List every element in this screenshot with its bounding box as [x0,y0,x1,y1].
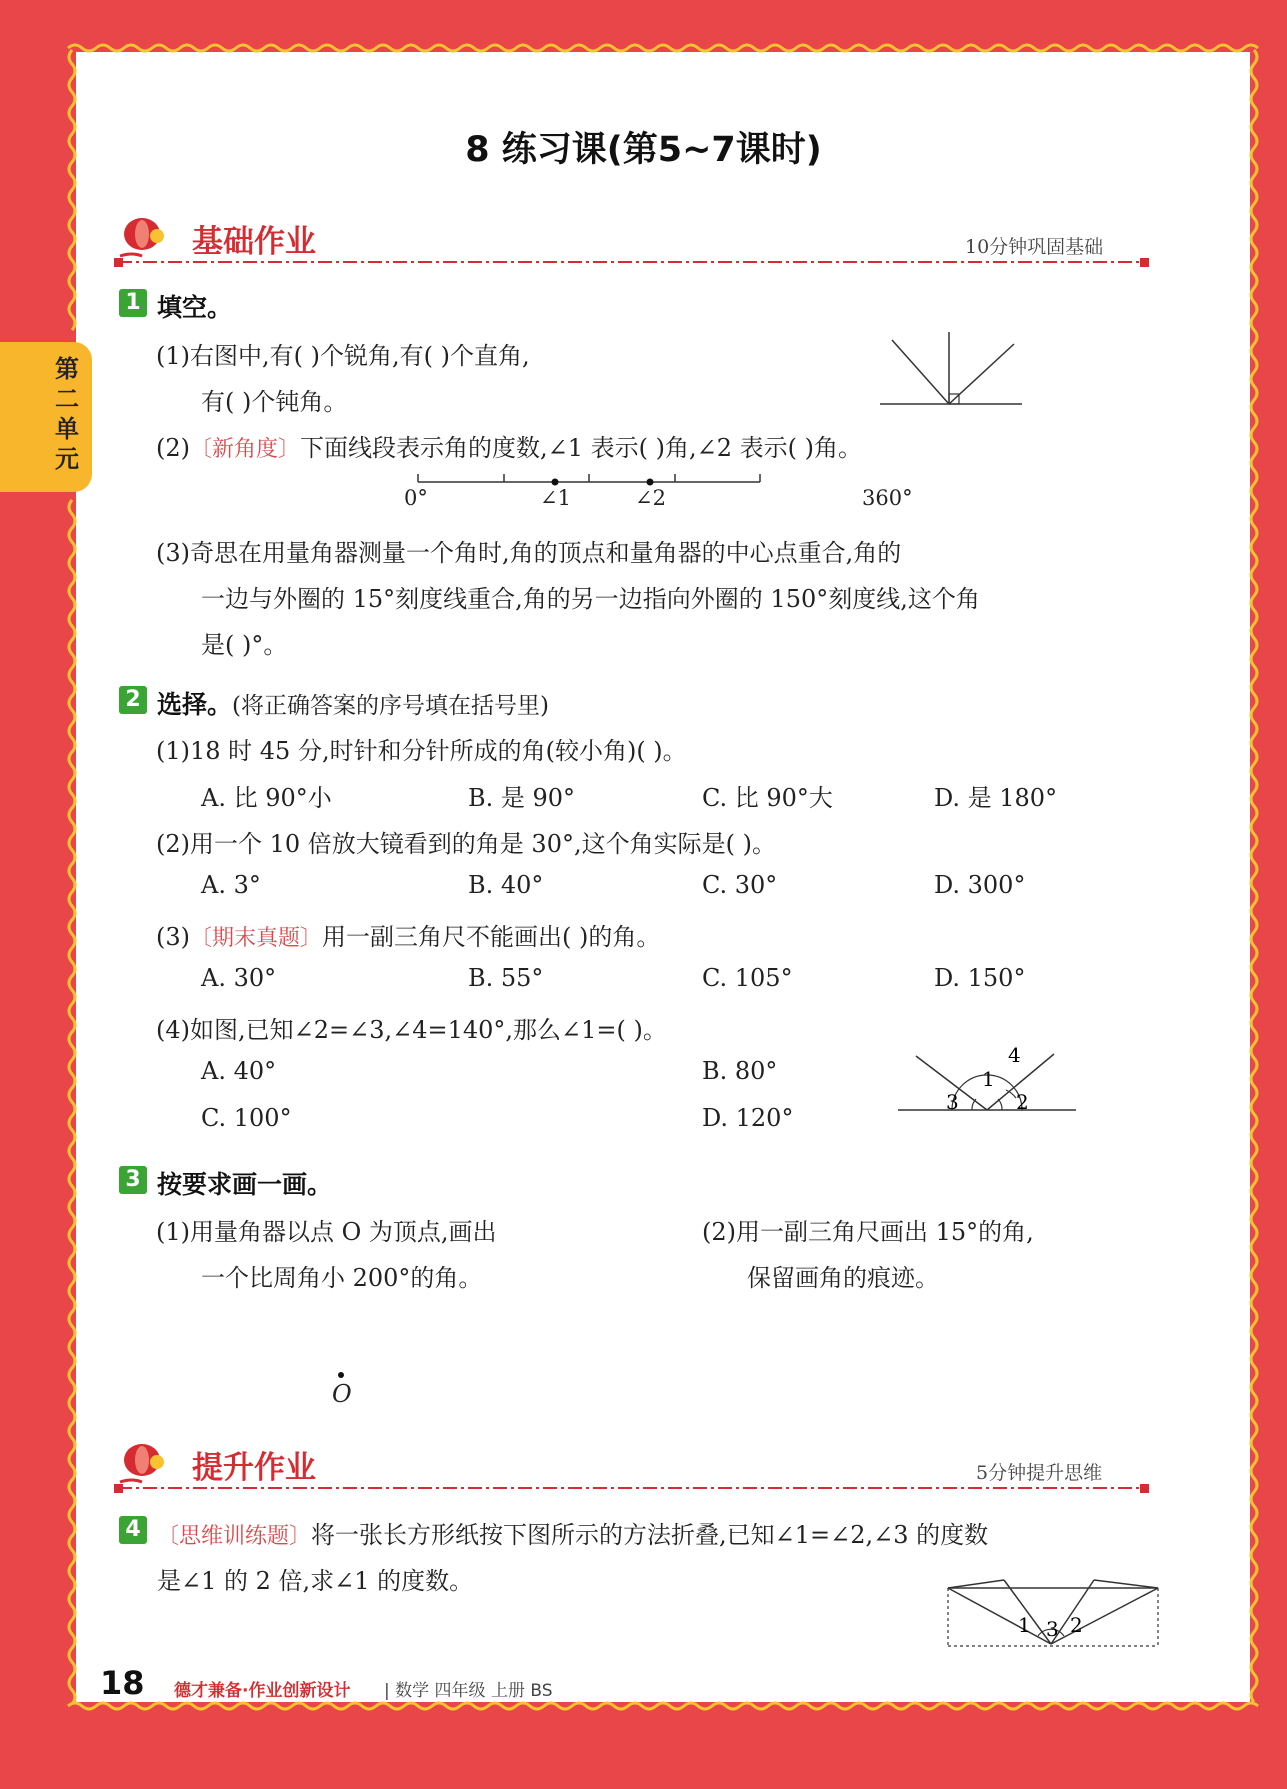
line-label-angle1: ∠1 [540,486,571,510]
fold-label-1: 1 [1018,1613,1031,1637]
question-number-2: 2 [119,686,147,714]
question-number-3: 3 [119,1166,147,1194]
q1-part1-line1: (1)右图中,有( )个锐角,有( )个直角, [156,342,530,370]
q3-left-line2: 一个比周角小 200°的角。 [201,1264,483,1292]
footer-info: | 数学 四年级 上册 BS [384,1681,553,1701]
q4-line1 [157,1515,988,1550]
q1-part2 [156,428,862,463]
lantern-icon [120,1444,164,1482]
q2-sub3-text: 用一副三角尺不能画出( )的角。 [322,923,661,951]
fig-label-2: 2 [1016,1090,1029,1114]
q1-part3-line1: (3)奇思在用量角器测量一个角时,角的顶点和量角器的中心点重合,角的 [156,539,902,567]
page-title: 8 练习课(第5~7课时) [465,130,822,170]
q2-sub2: (2)用一个 10 倍放大镜看到的角是 30°,这个角实际是( )。 [156,830,776,858]
q2-sub1-option-a: A. 比 90°小 [201,784,332,812]
q3-left-line1: (1)用量角器以点 O 为顶点,画出 [156,1218,497,1246]
q2-sub3 [156,917,660,952]
point-o-label: O [332,1380,352,1408]
q2-sub3-option-a: A. 30° [201,964,277,992]
final-exam-tag: 〔期末真题〕 [190,926,323,951]
q4-line1-text: 将一张长方形纸按下图所示的方法折叠,已知∠1=∠2,∠3 的度数 [311,1521,989,1549]
fig-label-3: 3 [946,1090,959,1114]
unit-side-tab [0,342,92,492]
q2-sub2-option-b: B. 40° [468,871,544,899]
q3-right-line1: (2)用一副三角尺画出 15°的角, [702,1218,1034,1246]
question-2-heading [157,685,549,721]
q2-sub4-option-d: D. 120° [702,1104,794,1132]
q3-right-line2: 保留画角的痕迹。 [747,1264,939,1292]
section-title-basic: 基础作业 [192,224,316,260]
thinking-training-tag: 〔思维训练题〕 [157,1524,312,1549]
section-note-advanced: 5分钟提升思维 [976,1462,1103,1484]
new-angle-tag: 〔新角度〕 [190,437,301,462]
q2-sub1: (1)18 时 45 分,时针和分针所成的角(较小角)( )。 [156,737,687,765]
line-label-360: 360° [862,486,913,510]
fig-label-1: 1 [982,1067,995,1091]
q2-sub2-option-c: C. 30° [702,871,778,899]
q2-angle-figure [896,1046,1078,1114]
q2-sub2-option-d: D. 300° [934,871,1026,899]
q4-folding-figure [946,1578,1160,1650]
fig-label-4: 4 [1008,1046,1021,1067]
question-number-4: 4 [119,1516,147,1544]
question-2-title: 选择。 [157,690,233,719]
line-label-angle2: ∠2 [635,486,666,510]
q2-sub3-option-c: C. 105° [702,964,793,992]
q4-line2: 是∠1 的 2 倍,求∠1 的度数。 [157,1567,474,1595]
q2-sub1-option-d: D. 是 180° [934,784,1058,812]
lantern-icon [120,218,164,256]
question-1-heading: 填空。 [157,293,233,322]
point-o [338,1372,344,1378]
question-2-note: (将正确答案的序号填在括号里) [232,693,549,719]
page-number: 18 [100,1664,145,1702]
section-note-basic: 10分钟巩固基础 [965,236,1104,258]
q1-angle-figure [876,326,1026,410]
q1-part2-prefix: (2) [156,434,190,462]
degree-number-line [410,470,770,490]
question-3-heading: 按要求画一画。 [157,1170,333,1199]
q2-sub1-option-c: C. 比 90°大 [702,784,833,812]
question-number-1: 1 [119,289,147,317]
line-label-0: 0° [404,486,428,510]
q1-part3-line2: 一边与外圈的 15°刻度线重合,角的另一边指向外圈的 150°刻度线,这个角 [201,585,980,613]
section-title-advanced: 提升作业 [192,1450,316,1486]
q2-sub1-option-b: B. 是 90° [468,784,576,812]
q1-part3-line3: 是( )°。 [201,631,288,659]
q2-sub4: (4)如图,已知∠2=∠3,∠4=140°,那么∠1=( )。 [156,1016,667,1044]
q2-sub4-option-a: A. 40° [201,1057,277,1085]
fold-label-2: 2 [1070,1613,1083,1637]
q2-sub3-option-d: D. 150° [934,964,1026,992]
fold-label-3: 3 [1046,1617,1059,1641]
q2-sub3-prefix: (3) [156,923,190,951]
q2-sub4-option-c: C. 100° [201,1104,292,1132]
footer-brand: 德才兼备·作业创新设计 [174,1681,351,1701]
q2-sub3-option-b: B. 55° [468,964,544,992]
q2-sub2-option-a: A. 3° [201,871,261,899]
q1-part2-text: 下面线段表示角的度数,∠1 表示( )角,∠2 表示( )角。 [300,434,862,462]
q2-sub4-option-b: B. 80° [702,1057,778,1085]
q1-part1-line2: 有( )个钝角。 [201,388,348,416]
unit-side-tab-label: 第二单元 [55,355,79,473]
